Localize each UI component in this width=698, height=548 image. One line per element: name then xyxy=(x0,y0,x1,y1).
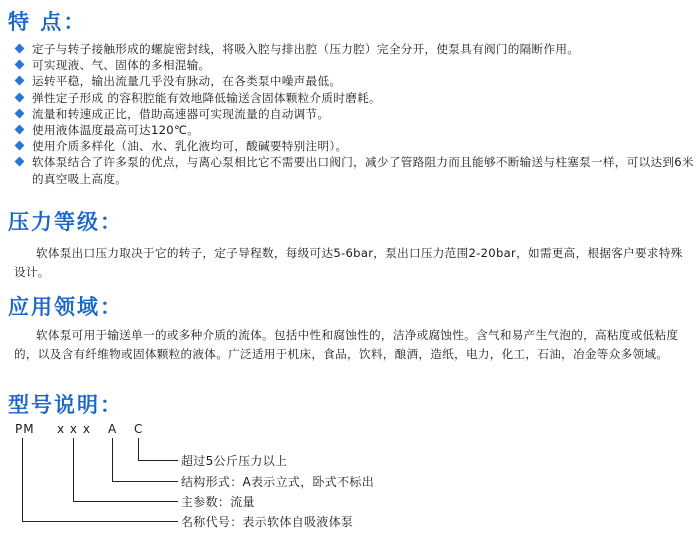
model-heading: 型号说明： xyxy=(8,393,122,417)
connector-line xyxy=(73,438,74,502)
feature-item: 运转平稳，输出流量几乎没有脉动，在各类泵中噪声最低。 xyxy=(14,73,694,89)
feature-item: 弹性定子形成 的容积腔能有效地降低输送含固体颗粒介质时磨耗。 xyxy=(14,90,694,106)
connector-line xyxy=(112,481,178,482)
model-code-a: A xyxy=(108,422,118,436)
feature-item: 使用介质多样化（油、水、乳化液均可，酸碱要特别注明）。 xyxy=(14,138,694,154)
application-heading: 应用领域： xyxy=(8,295,122,319)
diamond-bullet-icon xyxy=(15,157,25,167)
diamond-bullet-icon xyxy=(15,60,25,70)
connector-line xyxy=(22,521,178,522)
pressure-text: 软体泵出口压力取决于它的转子，定子导程数，每级可达5-6bar，泵出口压力范围2-20bar，如需更高，根据客户要求特殊设计。 xyxy=(14,246,683,279)
connector-line xyxy=(112,438,113,482)
annotation-a: 结构形式：A表示立式，卧式不标出 xyxy=(181,475,375,489)
diamond-bullet-icon xyxy=(15,141,25,151)
diamond-bullet-icon xyxy=(15,44,25,54)
annotation-c: 超过5公斤压力以上 xyxy=(181,454,288,468)
application-text: 软体泵可用于输送单一的或多种介质的流体。包括中性和腐蚀性的，洁净或腐蚀性。含气和易产生气泡的，高粘度或低粘度的，以及含有纤维物或固体颗粒的液体。广泛适用于机床，食品，饮料，酿酒，造纸，电力，化工，石油，冶金等众多领域。 xyxy=(14,328,679,361)
diamond-bullet-icon xyxy=(15,76,25,86)
diamond-bullet-icon xyxy=(15,125,25,135)
feature-item: 使用液体温度最高可达120℃。 xyxy=(14,122,694,138)
diamond-bullet-icon xyxy=(15,92,25,102)
model-code-c: C xyxy=(134,422,144,436)
connector-line xyxy=(73,501,178,502)
annotation-pm: 名称代号：表示软体自吸液体泵 xyxy=(181,515,354,529)
model-code-xxx: x x x xyxy=(57,422,91,436)
connector-line xyxy=(138,438,139,461)
pressure-heading: 压力等级： xyxy=(8,210,122,234)
feature-item: 软体泵结合了许多泵的优点，与离心泵相比它不需要出口阀门，减少了管路阻力而且能够不断输送与柱塞泵一样，可以达到6米的真空吸上高度。 xyxy=(14,154,694,186)
annotation-xxx: 主参数：流量 xyxy=(181,495,255,509)
feature-item: 定子与转子接触形成的螺旋密封线，将吸入腔与排出腔（压力腔）完全分开，使泵具有阀门的隔断作用。 xyxy=(14,41,694,57)
diamond-bullet-icon xyxy=(15,108,25,118)
features-heading: 特 点： xyxy=(8,10,86,34)
model-code-pm: PM xyxy=(15,422,35,436)
connector-line xyxy=(138,460,178,461)
feature-item: 流量和转速成正比，借助高速器可实现流量的自动调节。 xyxy=(14,106,694,122)
feature-item: 可实现液、气、固体的多相混输。 xyxy=(14,57,694,73)
features-list xyxy=(14,41,694,187)
connector-line xyxy=(22,438,23,522)
